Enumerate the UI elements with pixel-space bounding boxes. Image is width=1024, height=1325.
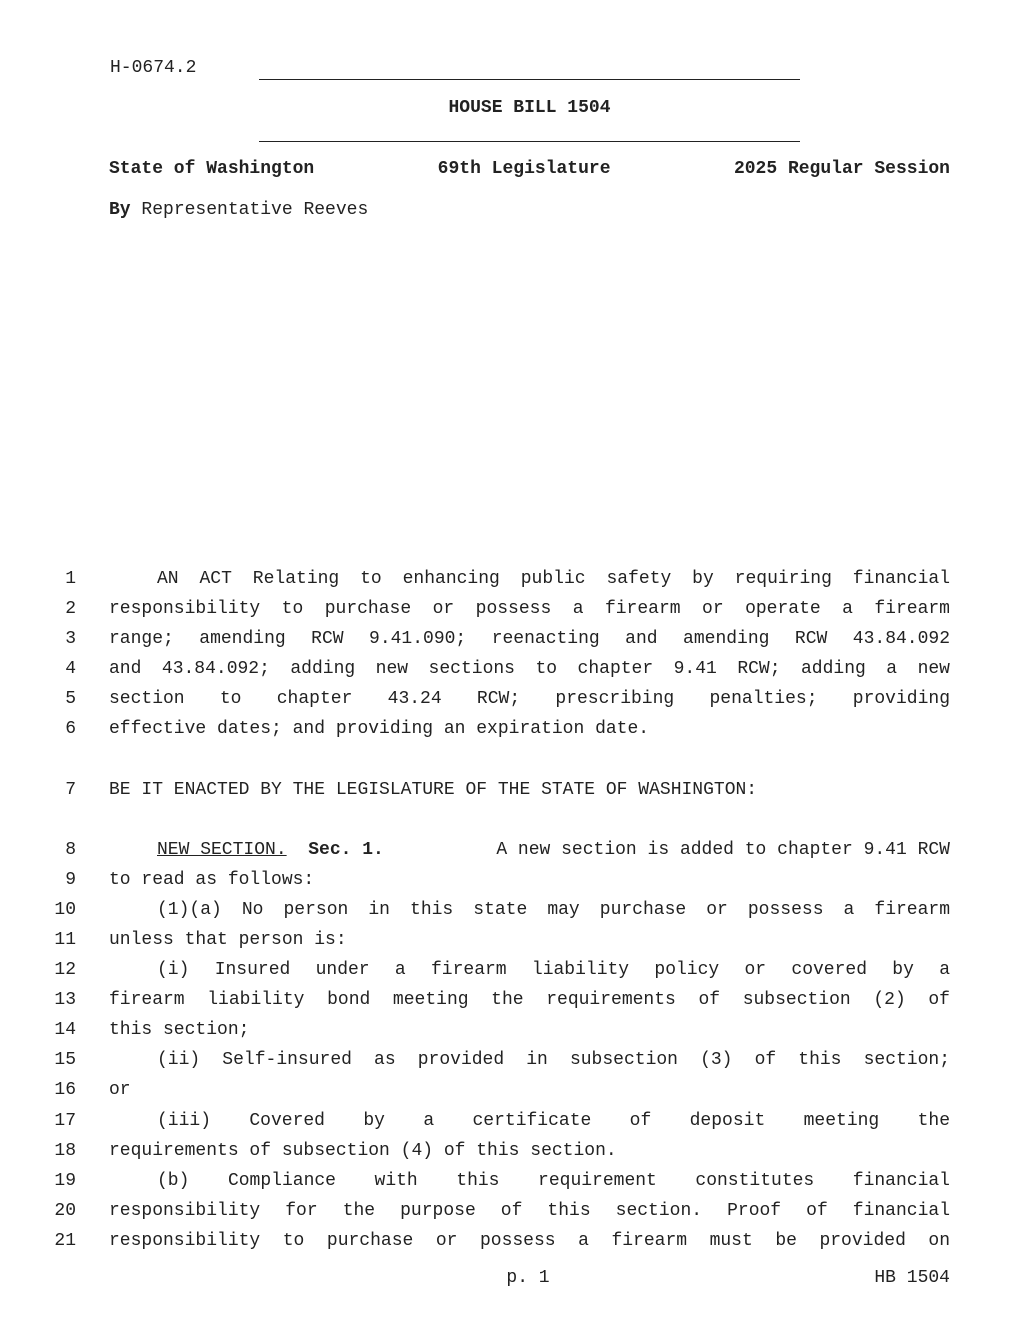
section-number: Sec. 1.: [308, 840, 384, 860]
line-number: 5: [65, 689, 76, 709]
line-number: 13: [54, 990, 76, 1010]
line-text: [109, 840, 950, 860]
line-number: 7: [65, 780, 76, 800]
line-number: 12: [54, 960, 76, 980]
title-rule-bottom: [259, 141, 800, 142]
line-number: 2: [65, 599, 76, 619]
bill-line: [0, 1111, 1024, 1141]
sponsor-line: [109, 200, 368, 220]
line-text: responsibility to purchase or possess a firearm or operate a firearm: [109, 599, 950, 619]
state-label: State of Washington: [109, 159, 315, 179]
line-number: 3: [65, 629, 76, 649]
line-text: section to chapter 43.24 RCW; prescribing penalties; providing: [109, 689, 950, 709]
line-text: (1)(a) No person in this state may purchase or possess a firearm: [157, 900, 950, 920]
section-intro-text: A new section is added to chapter 9.41 RCW: [496, 840, 950, 860]
enacting-clause: BE IT ENACTED BY THE LEGISLATURE OF THE STATE OF WASHINGTON:: [109, 780, 758, 800]
session-label: 2025 Regular Session: [733, 159, 950, 179]
bill-line: [0, 689, 1024, 719]
line-number: 14: [54, 1020, 76, 1040]
line-text: this section;: [109, 1020, 250, 1040]
line-text: (b) Compliance with this requirement constitutes financial: [157, 1171, 950, 1191]
bill-line: [0, 840, 1024, 870]
line-number: 19: [54, 1171, 76, 1191]
line-text: (iii) Covered by a certificate of deposit meeting the: [157, 1111, 950, 1131]
bill-line: [0, 1020, 1024, 1050]
bill-line: [0, 870, 1024, 900]
line-text: or: [109, 1080, 131, 1100]
line-number: 4: [65, 659, 76, 679]
bill-line: [0, 629, 1024, 659]
line-text: (i) Insured under a firearm liability policy or covered by a: [157, 960, 950, 980]
bill-line: [0, 900, 1024, 930]
line-text: responsibility for the purpose of this section. Proof of financial: [109, 1201, 950, 1221]
line-number: 1: [65, 569, 76, 589]
line-number: 17: [54, 1111, 76, 1131]
line-text: range; amending RCW 9.41.090; reenacting and amending RCW 43.84.092: [109, 629, 950, 649]
bill-line: [0, 1201, 1024, 1231]
footer-bill-id: HB 1504: [874, 1268, 950, 1288]
bill-line: [0, 719, 1024, 749]
bill-line: [0, 1231, 1024, 1261]
bill-line: [0, 990, 1024, 1020]
line-number: 6: [65, 719, 76, 739]
line-number: 8: [65, 840, 76, 860]
bill-line: [0, 569, 1024, 599]
line-number: 21: [54, 1231, 76, 1251]
line-text: firearm liability bond meeting the requirements of subsection (2) of: [109, 990, 950, 1010]
page-number: p. 1: [506, 1268, 550, 1288]
line-number: 10: [54, 900, 76, 920]
bill-line: [0, 659, 1024, 689]
line-text: requirements of subsection (4) of this section.: [109, 1141, 617, 1161]
by-label: By: [109, 200, 131, 220]
bill-line: [0, 1050, 1024, 1080]
bill-line: [0, 780, 1024, 810]
line-text: effective dates; and providing an expiration date.: [109, 719, 650, 739]
line-text: and 43.84.092; adding new sections to chapter 9.41 RCW; adding a new: [109, 659, 950, 679]
title-rule-top: [259, 79, 800, 80]
bill-line: [0, 599, 1024, 629]
sponsor-name: Representative Reeves: [141, 200, 369, 220]
line-text: to read as follows:: [109, 870, 315, 890]
bill-line: [0, 960, 1024, 990]
line-text: AN ACT Relating to enhancing public safety by requiring financial: [157, 569, 950, 589]
line-number: 11: [54, 930, 76, 950]
bill-title: HOUSE BILL 1504: [448, 98, 611, 118]
line-text: responsibility to purchase or possess a firearm must be provided on: [109, 1231, 950, 1251]
line-number: 9: [65, 870, 76, 890]
session-info-row: [109, 159, 950, 179]
bill-line: [0, 1141, 1024, 1171]
line-text: unless that person is:: [109, 930, 347, 950]
line-text: (ii) Self-insured as provided in subsection (3) of this section;: [157, 1050, 950, 1070]
line-number: 18: [54, 1141, 76, 1161]
line-number: 15: [54, 1050, 76, 1070]
new-section-label: NEW SECTION.: [157, 840, 287, 860]
legislature-label: 69th Legislature: [437, 159, 611, 179]
document-id: H-0674.2: [110, 58, 197, 78]
line-number: 20: [54, 1201, 76, 1221]
bill-line: [0, 1080, 1024, 1110]
bill-line: [0, 930, 1024, 960]
line-number: 16: [54, 1080, 76, 1100]
bill-line: [0, 1171, 1024, 1201]
